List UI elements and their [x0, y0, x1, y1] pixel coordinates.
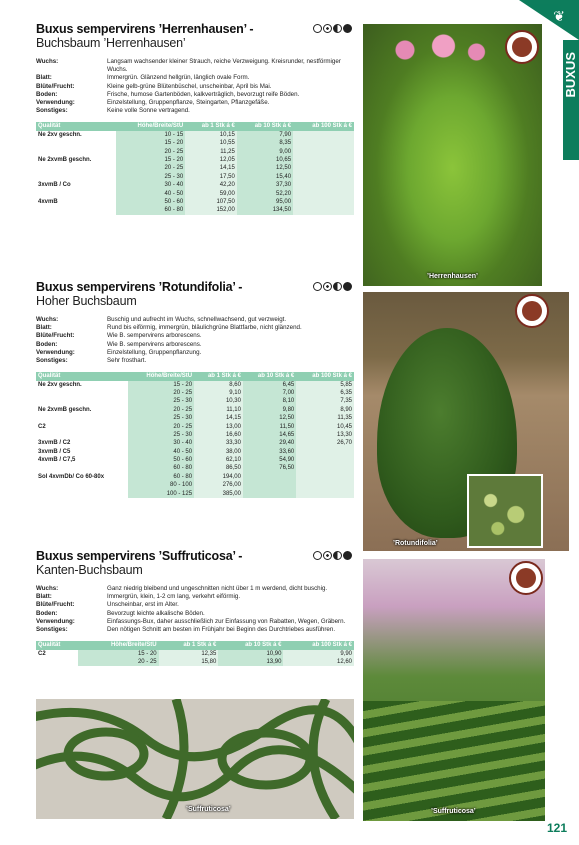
price-cell: 8,10 [243, 397, 296, 405]
price-table [36, 122, 354, 214]
property-row [36, 324, 354, 332]
quality-cell [36, 414, 128, 422]
price-cell: 9,00 [237, 148, 293, 156]
price-cell: 54,90 [243, 456, 296, 464]
price-cell: 15,80 [159, 658, 219, 666]
shade-icon [343, 551, 352, 560]
quality-cell: 4xvmB / C7,5 [38, 457, 76, 464]
product-section-suffruticosa [36, 549, 354, 666]
property-key: Verwendung: [36, 348, 75, 356]
price-cell: 26,70 [296, 439, 354, 447]
property-key: Sonstiges: [36, 357, 68, 365]
property-row [36, 610, 354, 618]
property-key: Blüte/Frucht: [36, 332, 75, 340]
price-cell: 9,80 [243, 406, 296, 414]
quality-cell [36, 658, 78, 666]
property-row [36, 99, 354, 107]
price-cell: 6,35 [296, 389, 354, 397]
property-row [36, 316, 354, 324]
price-table [36, 372, 354, 498]
photo-caption: ’Herrenhausen’ [427, 273, 478, 280]
price-cell [293, 198, 354, 206]
size-cell: 15 - 20 [78, 650, 158, 658]
leaf-icon: ❦ [553, 8, 565, 24]
property-row [36, 618, 354, 626]
property-row [36, 601, 354, 609]
size-cell: 15 - 20 [116, 139, 185, 147]
table-row [36, 148, 354, 156]
quality-cell [36, 481, 128, 489]
product-title: Buxus sempervirens ’Rotundifolia’ - [36, 280, 243, 294]
quality-cell [36, 464, 128, 472]
property-value: Wie B. sempervirens arborescens. [107, 332, 202, 340]
property-row [36, 83, 354, 91]
properties-list [36, 585, 354, 634]
sun-dot-icon [323, 24, 332, 33]
price-cell [293, 181, 354, 189]
property-value: Den nötigen Schnitt am besten im Frühjahr bei Beginn des Durchtriebes ausführen. [107, 626, 336, 634]
table-row [36, 448, 354, 456]
property-value: Frische, humose Gartenböden, kalkverträglich, bevorzugt reife Böden. [107, 90, 300, 98]
column-header: ab 10 Stk á € [237, 122, 293, 130]
price-cell: 52,20 [237, 189, 293, 197]
price-cell: 8,60 [194, 381, 243, 389]
photo-suffruticosa-garden [363, 559, 545, 821]
price-cell: 12,50 [243, 414, 296, 422]
half-shade-icon [333, 24, 342, 33]
property-key: Blatt: [36, 74, 52, 82]
price-cell [293, 131, 354, 139]
price-cell: 17,50 [185, 173, 237, 181]
column-header: ab 100 Stk á € [283, 641, 354, 649]
property-row [36, 58, 354, 74]
price-cell [293, 156, 354, 164]
quality-cell [36, 139, 116, 147]
table-row [36, 473, 354, 481]
quality-cell: Ne 2xv geschn. [36, 381, 128, 389]
properties-list [36, 316, 354, 365]
quality-cell: Ne 2xvmB geschn. [38, 406, 92, 413]
price-cell [293, 164, 354, 172]
size-cell: 15 - 20 [128, 381, 194, 389]
table-row [36, 650, 354, 658]
size-cell: 25 - 30 [128, 397, 194, 405]
price-cell: 86,50 [194, 464, 243, 472]
size-cell: 20 - 25 [116, 148, 185, 156]
price-cell: 14,15 [185, 164, 237, 172]
property-key: Sonstiges: [36, 107, 68, 115]
column-header: Qualität [36, 122, 116, 130]
property-value: Einzelstellung, Gruppenpflanzung. [107, 348, 202, 356]
price-cell: 5,85 [296, 381, 354, 389]
price-cell: 11,25 [185, 148, 237, 156]
price-cell: 107,50 [185, 198, 237, 206]
size-cell: 25 - 30 [128, 414, 194, 422]
column-header: Qualität [36, 641, 78, 649]
property-value: Bevorzugt leichte alkalische Böden. [107, 609, 205, 617]
table-row [36, 389, 354, 397]
size-cell: 20 - 25 [128, 422, 194, 430]
price-cell: 385,00 [194, 490, 243, 498]
price-cell: 13,30 [296, 431, 354, 439]
price-cell: 10,65 [237, 156, 293, 164]
sun-icon [313, 551, 322, 560]
table-row [36, 164, 354, 172]
column-header: Höhe/Breite/StU [116, 122, 185, 130]
price-cell [296, 456, 354, 464]
table-row [36, 173, 354, 181]
property-value: Unscheinbar, erst im Alter. [107, 601, 179, 609]
property-value: Wie B. sempervirens arborescens. [107, 340, 202, 348]
table-row [36, 658, 354, 666]
size-cell: 80 - 100 [128, 481, 194, 489]
quality-cell: 4xvmB [36, 198, 116, 206]
size-cell: 40 - 50 [116, 189, 185, 197]
size-cell: 20 - 25 [128, 406, 194, 414]
price-cell [296, 481, 354, 489]
table-row [36, 181, 354, 189]
price-cell: 29,40 [243, 439, 296, 447]
property-key: Boden: [36, 90, 58, 98]
product-title: Buxus sempervirens ’Suffruticosa’ - [36, 549, 243, 563]
price-cell: 12,35 [159, 650, 219, 658]
shade-icon [343, 24, 352, 33]
photo-rotundifolia [363, 292, 569, 551]
product-subtitle: Hoher Buchsbaum [36, 294, 137, 308]
price-cell [293, 173, 354, 181]
column-header: ab 10 Stk á € [218, 641, 283, 649]
quality-cell [36, 164, 116, 172]
property-key: Blüte/Frucht: [36, 82, 75, 90]
quality-seal-icon [505, 30, 539, 64]
price-cell: 76,50 [243, 464, 296, 472]
column-header: ab 1 Stk á € [194, 372, 243, 380]
column-header: ab 100 Stk á € [293, 122, 354, 130]
price-cell: 8,90 [296, 406, 354, 414]
price-cell: 42,20 [185, 181, 237, 189]
property-value: Immergrün. Glänzend hellgrün, länglich ovale Form. [107, 74, 250, 82]
size-cell: 60 - 80 [128, 464, 194, 472]
price-table-header [36, 122, 354, 130]
price-cell: 16,60 [194, 431, 243, 439]
product-section-rotundifolia [36, 280, 354, 498]
price-cell: 9,10 [194, 389, 243, 397]
price-cell [293, 148, 354, 156]
price-cell: 8,35 [237, 139, 293, 147]
property-value: Langsam wachsender kleiner Strauch, reiche Verzweigung. Kreisrunder, nestförmiger Wuchs. [107, 58, 341, 74]
photo-caption: ’Suffruticosa’ [431, 808, 476, 815]
column-header: ab 1 Stk á € [185, 122, 237, 130]
property-row [36, 626, 354, 634]
property-row [36, 593, 354, 601]
price-cell: 7,00 [243, 389, 296, 397]
price-cell: 14,15 [194, 414, 243, 422]
size-cell: 20 - 25 [128, 389, 194, 397]
property-key: Boden: [36, 340, 58, 348]
price-cell: 9,90 [283, 650, 354, 658]
table-row [36, 456, 354, 464]
price-cell: 13,00 [194, 422, 243, 430]
price-cell [293, 189, 354, 197]
inset-leaf-photo [467, 474, 543, 548]
price-cell: 276,00 [194, 481, 243, 489]
price-cell: 10,90 [218, 650, 283, 658]
product-subtitle: Buchsbaum ’Herrenhausen’ [36, 36, 186, 50]
column-header: Qualität [36, 372, 128, 380]
price-cell: 14,65 [243, 431, 296, 439]
side-tab-label: BUXUS [563, 52, 578, 98]
table-row [36, 490, 354, 498]
table-row [36, 131, 354, 139]
column-header: Höhe/Breite/StU [128, 372, 194, 380]
price-cell: 33,60 [243, 448, 296, 456]
price-cell [243, 481, 296, 489]
quality-cell [36, 206, 116, 214]
property-row [36, 332, 354, 340]
property-value: Kleine gelb-grüne Blütenbüschel, unscheinbar, April bis Mai. [107, 82, 272, 90]
property-value: Immergrün, klein, 1-2 cm lang, verkehrt eiförmig. [107, 593, 241, 601]
size-cell: 20 - 25 [116, 164, 185, 172]
half-shade-icon [333, 551, 342, 560]
page-number: 121 [546, 821, 567, 835]
quality-cell [36, 189, 116, 197]
quality-seal-icon [509, 561, 543, 595]
quality-cell: 3xvmB / Co [36, 181, 116, 189]
price-table-header [36, 372, 354, 380]
property-value: Keine volle Sonne vertragend. [107, 107, 190, 115]
column-header: ab 100 Stk á € [296, 372, 354, 380]
price-cell: 12,50 [237, 164, 293, 172]
sun-icon [313, 24, 322, 33]
photo-suffruticosa-parterre [36, 699, 354, 819]
sun-dot-icon [323, 282, 332, 291]
size-cell: 50 - 60 [116, 198, 185, 206]
size-cell: 15 - 20 [116, 156, 185, 164]
size-cell: 60 - 80 [128, 473, 194, 481]
column-header: ab 1 Stk á € [159, 641, 219, 649]
property-key: Blüte/Frucht: [36, 601, 75, 609]
table-row [36, 206, 354, 214]
quality-cell: 3xvmB / C5 [36, 448, 128, 456]
roses-decoration [383, 30, 493, 70]
price-cell [293, 206, 354, 214]
table-row [36, 464, 354, 472]
property-row [36, 107, 354, 115]
quality-cell: C2 [38, 423, 46, 430]
quality-cell: Ne 2xvmB geschn. [38, 156, 92, 163]
product-section-herrenhausen [36, 22, 354, 215]
price-cell: 12,60 [283, 658, 354, 666]
price-cell: 194,00 [194, 473, 243, 481]
price-cell [296, 448, 354, 456]
price-cell: 95,00 [237, 198, 293, 206]
size-cell: 10 - 15 [116, 131, 185, 139]
light-indicator-icons [313, 282, 352, 291]
property-key: Verwendung: [36, 617, 75, 625]
price-cell: 152,00 [185, 206, 237, 214]
price-cell: 10,55 [185, 139, 237, 147]
sun-dot-icon [323, 551, 332, 560]
table-row [36, 439, 354, 447]
half-shade-icon [333, 282, 342, 291]
table-row [36, 431, 354, 439]
light-indicator-icons [313, 551, 352, 560]
size-cell: 50 - 60 [128, 456, 194, 464]
size-cell: 40 - 50 [128, 448, 194, 456]
property-key: Wuchs: [36, 58, 59, 65]
price-cell: 37,30 [237, 181, 293, 189]
table-row [36, 156, 354, 164]
price-cell: 7,90 [237, 131, 293, 139]
price-cell [296, 464, 354, 472]
property-key: Blatt: [36, 324, 52, 332]
quality-seal-icon [515, 294, 549, 328]
size-cell: 30 - 40 [116, 181, 185, 189]
price-cell: 11,35 [296, 414, 354, 422]
property-key: Sonstiges: [36, 626, 68, 634]
table-row [36, 481, 354, 489]
quality-cell [36, 431, 128, 439]
parterre-pattern [36, 699, 354, 819]
price-cell [296, 473, 354, 481]
property-row [36, 91, 354, 99]
price-cell: 7,35 [296, 397, 354, 405]
sun-icon [313, 282, 322, 291]
size-cell: 100 - 125 [128, 490, 194, 498]
property-row [36, 349, 354, 357]
size-cell: 60 - 80 [116, 206, 185, 214]
photo-caption: ’Rotundifolia’ [393, 540, 438, 547]
column-header: ab 10 Stk á € [243, 372, 296, 380]
quality-cell [36, 173, 116, 181]
size-cell: 25 - 30 [128, 431, 194, 439]
property-key: Blatt: [36, 593, 52, 601]
table-row [36, 198, 354, 206]
size-cell: 20 - 25 [78, 658, 158, 666]
property-value: Einfassungs-Bux, daher ausschließlich zur Einfassung von Rabatten, Wegen, Gräbern. [107, 617, 346, 625]
table-row [36, 189, 354, 197]
price-cell: 33,30 [194, 439, 243, 447]
property-row [36, 341, 354, 349]
quality-cell: Sol 4xvmDb/ Co 60-80x [38, 473, 105, 480]
property-row [36, 74, 354, 82]
property-key: Wuchs: [36, 585, 59, 592]
light-indicator-icons [313, 24, 352, 33]
price-cell: 15,40 [237, 173, 293, 181]
photo-caption: ’Suffruticosa’ [186, 806, 231, 813]
table-row [36, 381, 354, 389]
price-cell: 62,10 [194, 456, 243, 464]
photo-herrenhausen [363, 24, 542, 286]
column-header: Höhe/Breite/StU [78, 641, 158, 649]
size-cell: 30 - 40 [128, 439, 194, 447]
property-key: Wuchs: [36, 316, 59, 323]
property-key: Boden: [36, 609, 58, 617]
table-row [36, 397, 354, 405]
table-row [36, 406, 354, 414]
price-cell [243, 490, 296, 498]
shade-icon [343, 282, 352, 291]
price-cell [296, 490, 354, 498]
property-key: Verwendung: [36, 99, 75, 107]
product-title: Buxus sempervirens ’Herrenhausen’ - [36, 22, 254, 36]
quality-cell [36, 389, 128, 397]
size-cell: 25 - 30 [116, 173, 185, 181]
quality-cell: 3xvmB / C2 [38, 440, 71, 447]
price-cell: 10,30 [194, 397, 243, 405]
quality-cell: Ne 2xv geschn. [36, 131, 116, 139]
property-row [36, 357, 354, 365]
price-cell: 13,90 [218, 658, 283, 666]
price-cell: 59,00 [185, 189, 237, 197]
price-cell [243, 473, 296, 481]
property-value: Einzelstellung, Gruppenpflanze, Steingarten, Pflanzgefäße. [107, 99, 270, 107]
price-cell: 11,10 [194, 406, 243, 414]
property-row [36, 585, 354, 593]
price-cell: 10,45 [296, 422, 354, 430]
property-value: Ganz niedrig bleibend und ungeschnitten nicht über 1 m werdend, dicht buschig. [107, 585, 328, 592]
property-value: Sehr frosthart. [107, 357, 147, 365]
price-table-header [36, 641, 354, 649]
table-row [36, 422, 354, 430]
price-cell: 10,15 [185, 131, 237, 139]
quality-cell: C2 [36, 650, 78, 658]
price-cell: 38,00 [194, 448, 243, 456]
table-row [36, 139, 354, 147]
quality-cell [36, 397, 128, 405]
properties-list [36, 58, 354, 115]
product-subtitle: Kanten-Buchsbaum [36, 563, 143, 577]
price-table [36, 641, 354, 666]
price-cell [293, 139, 354, 147]
property-value: Buschig und aufrecht im Wuchs, schnellwachsend, gut verzweigt. [107, 316, 287, 323]
hedge-rows [363, 701, 545, 821]
quality-cell [36, 490, 128, 498]
price-cell: 12,05 [185, 156, 237, 164]
quality-cell [36, 148, 116, 156]
property-value: Rund bis eiförmig, immergrün, bläulichgrüne Blattfarbe, nicht glänzend. [107, 324, 302, 332]
price-cell: 11,50 [243, 422, 296, 430]
price-cell: 6,45 [243, 381, 296, 389]
table-row [36, 414, 354, 422]
price-cell: 134,50 [237, 206, 293, 214]
